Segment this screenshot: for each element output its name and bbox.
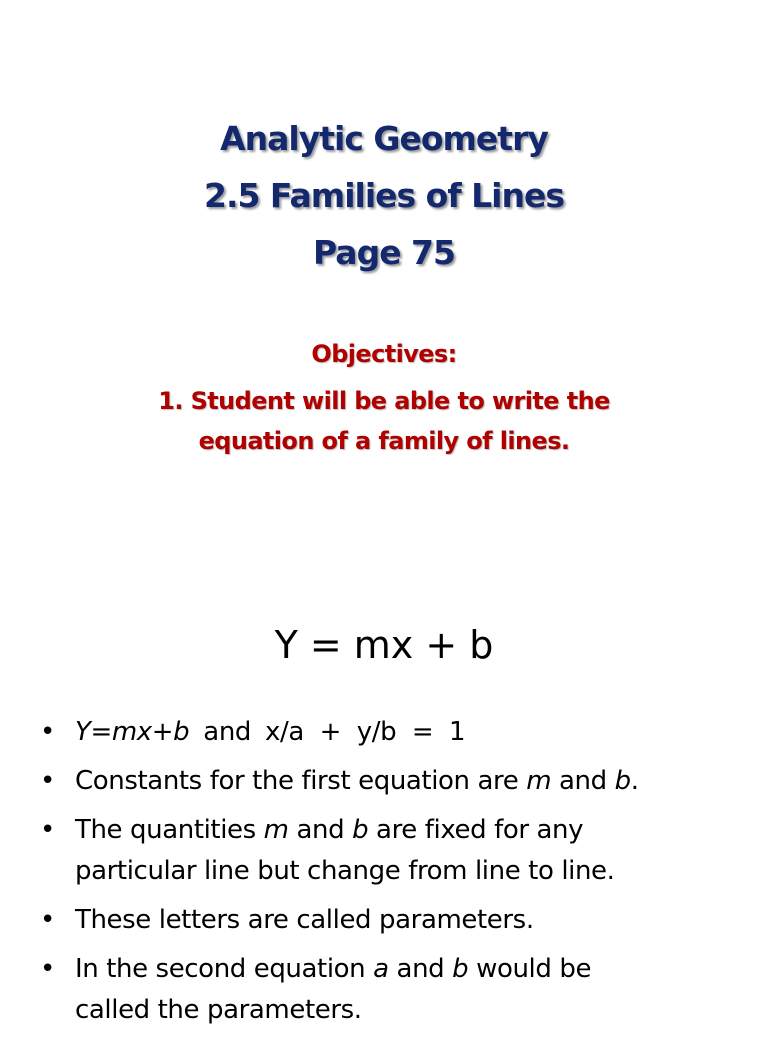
bullet-icon: • xyxy=(40,905,55,935)
variable: a xyxy=(373,954,389,984)
bullet-text: and xyxy=(288,815,353,845)
equation-slope-intercept: Y=mx+b xyxy=(75,717,190,747)
objectives-block xyxy=(0,333,768,461)
bullet-list xyxy=(0,712,768,1039)
slide-2 xyxy=(0,600,768,1024)
title-line: Page 75 xyxy=(313,233,455,272)
bullet-text: are fixed for any xyxy=(368,815,584,845)
title-line: 2.5 Families of Lines xyxy=(203,176,565,215)
variable: m xyxy=(526,766,552,796)
bullet-text: and xyxy=(551,766,615,796)
bullet-text: called the parameters. xyxy=(75,995,362,1025)
bullet-text: These letters are called parameters. xyxy=(75,905,534,935)
variable: b xyxy=(452,954,469,984)
bullet-item xyxy=(0,761,768,802)
variable: b xyxy=(352,815,369,845)
bullet-text: would be xyxy=(468,954,592,984)
title-line: Analytic Geometry xyxy=(220,119,548,158)
bullet-icon: • xyxy=(40,717,55,747)
variable: m xyxy=(263,815,289,845)
bullet-icon: • xyxy=(40,815,55,845)
bullet-text: . xyxy=(630,766,639,796)
bullet-item xyxy=(0,949,768,1031)
equation-title: Y = mx + b xyxy=(274,623,494,667)
objective-line: 1. Student will be able to write the xyxy=(158,387,610,415)
equation-intercept-form: x/a + y/b = 1 xyxy=(265,717,466,747)
bullet-icon: • xyxy=(40,954,55,984)
and-word: and xyxy=(203,717,251,747)
variable: b xyxy=(614,766,631,796)
bullet-icon: • xyxy=(40,766,55,796)
bullet-item xyxy=(0,810,768,892)
bullet-item xyxy=(0,712,768,753)
slide-title xyxy=(0,110,768,281)
bullet-item xyxy=(0,900,768,941)
bullet-text: The quantities xyxy=(75,815,264,845)
bullet-text: particular line but change from line to line. xyxy=(75,856,615,886)
bullet-text: In the second equation xyxy=(75,954,374,984)
objectives-heading: Objectives: xyxy=(311,340,457,368)
objective-line: equation of a family of lines. xyxy=(198,427,570,455)
bullet-text: and xyxy=(388,954,453,984)
bullet-text: Constants for the first equation are xyxy=(75,766,527,796)
